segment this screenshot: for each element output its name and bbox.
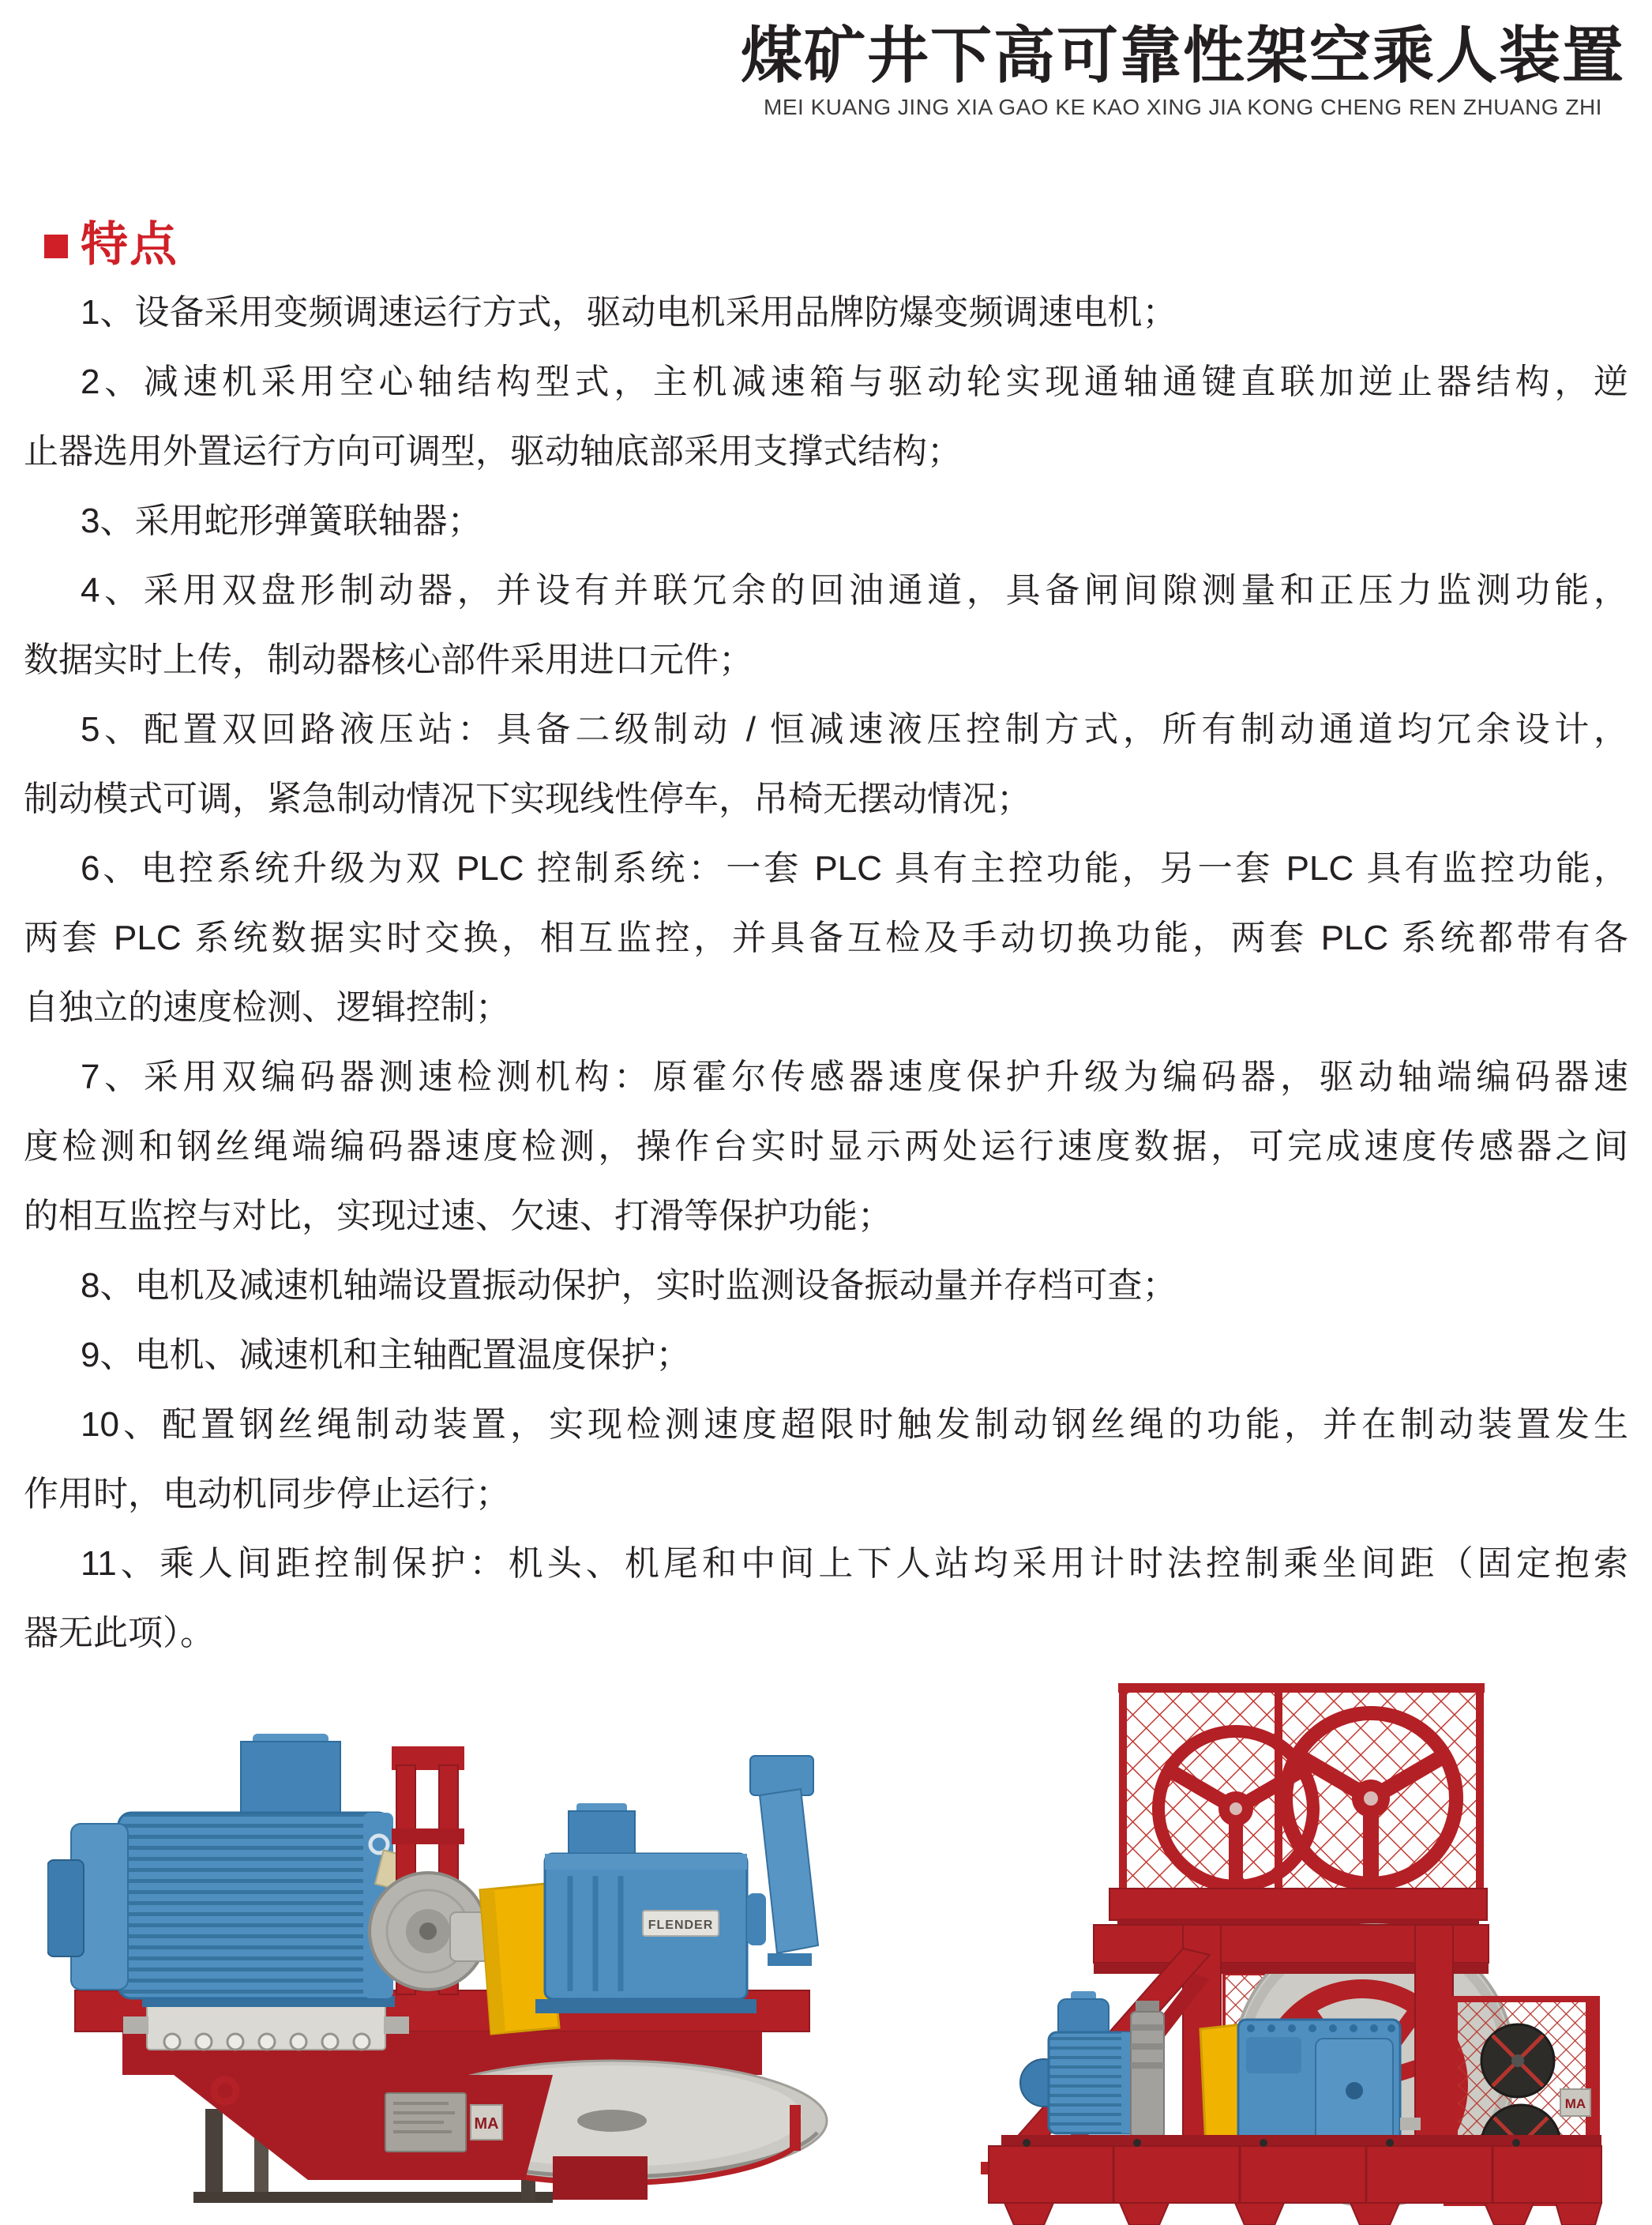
- feature-line: 2、减速机采用空心轴结构型式，主机减速箱与驱动轮实现通轴通键直联加逆止器结构，逆: [81, 363, 1628, 401]
- left-machine-photo: [47, 1734, 829, 2208]
- feature-line: 数据实时上传，制动器核心部件采用进口元件；: [24, 641, 753, 679]
- feature-line: 两套 PLC 系统数据实时交换，相互监控，并具备互检及手动切换功能，两套 PLC 系统都带有各: [24, 919, 1628, 957]
- ma-logo-text: MA: [474, 2115, 499, 2133]
- feature-line: 9、电机、减速机和主轴配置温度保护；: [81, 1336, 691, 1374]
- feature-line: 4、采用双盘形制动器，并设有并联冗余的回油通道，具备闸间隙测量和正压力监测功能，: [81, 571, 1628, 610]
- feature-line: 5、配置双回路液压站：具备二级制动 / 恒减速液压控制方式，所有制动通道均冗余设计，: [81, 710, 1628, 749]
- gearbox-label: FLENDER: [648, 1919, 714, 1932]
- feature-line: 3、采用蛇形弹簧联轴器；: [81, 502, 482, 540]
- feature-line: 器无此项）。: [24, 1614, 215, 1652]
- brake-actuator: [1131, 2001, 1164, 2154]
- header: [741, 21, 1625, 120]
- feature-line: 7、采用双编码器测速检测机构：原霍尔传感器速度保护升级为编码器，驱动轴端编码器速: [81, 1058, 1628, 1096]
- feature-line: 作用时，电动机同步停止运行；: [24, 1475, 510, 1513]
- feature-line: 8、电机及减速机轴端设置振动保护，实时监测设备振动量并存档可查；: [81, 1266, 1177, 1305]
- drive-motor: [47, 1734, 404, 2007]
- feature-line: 11、乘人间距控制保护：机头、机尾和中间上下人站均采用计时法控制乘坐间距（固定抱索: [81, 1544, 1628, 1583]
- feature-line: 止器选用外置运行方向可调型，驱动轴底部采用支撑式结构；: [24, 432, 962, 471]
- feature-line: 度检测和钢丝绳端编码器速度检测，操作台实时显示两处运行速度数据，可完成速度传感器之间: [24, 1127, 1628, 1166]
- fan-top: [1481, 2024, 1554, 2097]
- feature-line: 制动模式可调，紧急制动情况下实现线性停车，吊椅无摆动情况；: [24, 780, 1031, 818]
- feature-line: 10、配置钢丝绳制动装置，实现检测速度超限时触发制动钢丝绳的功能，并在制动装置发生: [81, 1405, 1628, 1444]
- sheave-cage: [1109, 1683, 1487, 1930]
- feature-line: 的相互监控与对比，实现过速、欠速、打滑等保护功能；: [24, 1197, 892, 1235]
- feature-line: 6、电控系统升级为双 PLC 控制系统：一套 PLC 具有主控功能，另一套 PLC 具有监控功能，: [81, 849, 1628, 888]
- base-skid: [989, 2135, 1601, 2225]
- page-subtitle: MEI KUANG JING XIA GAO KE KAO XING JIA KONG CHENG REN ZHUANG ZHI: [764, 94, 1602, 119]
- features-list: [24, 278, 1628, 1668]
- features-heading: [44, 207, 178, 275]
- ma-logo-text: MA: [1564, 2096, 1586, 2111]
- right-machine-photo: [932, 1647, 1635, 2225]
- features-heading-label: 特点: [81, 218, 178, 271]
- feature-line: 1、设备采用变频调速运行方式，驱动电机采用品牌防爆变频调速电机；: [81, 293, 1177, 332]
- gearbox: [535, 1803, 766, 2013]
- red-square-bullet-icon: [44, 235, 68, 258]
- feature-line: 自独立的速度检测、逻辑控制；: [24, 988, 510, 1027]
- page-title: 煤矿井下高可靠性架空乘人装置: [740, 21, 1625, 90]
